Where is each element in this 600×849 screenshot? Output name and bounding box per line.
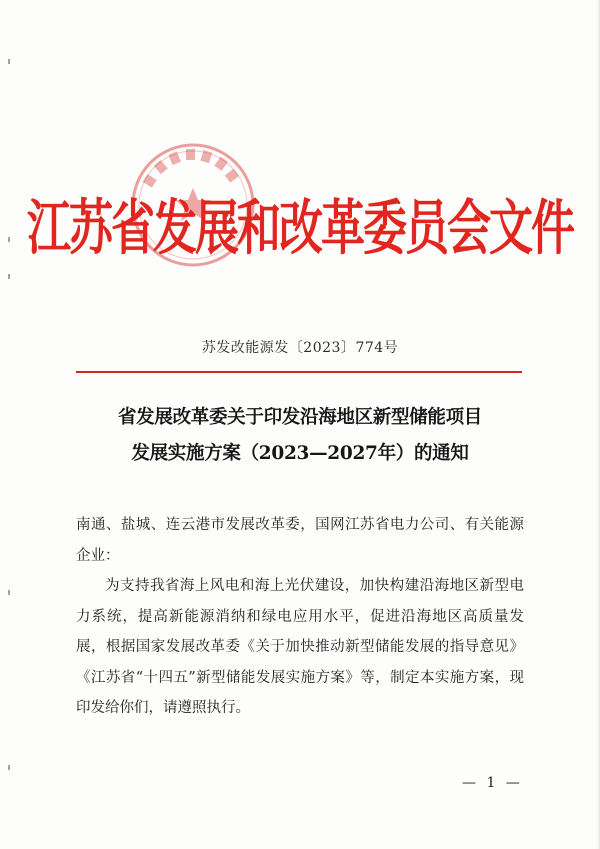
body-paragraph: 为支持我省海上风电和海上光伏建设，加快构建沿海地区新型电力系统，提高新能源消纳和绿电应用水平，促进沿海地区高质量发展，根据国家发展改革委《关于加快推动新型储能发展的指导意见》《江苏省“十四五”新型储能发展实施方案》等，制定本实施方案，现印发给你们，请遵照执行。 <box>76 578 524 716</box>
notice-title <box>60 400 540 472</box>
notice-title-line-1: 省发展改革委关于印发沿海地区新型储能项目 <box>117 407 482 428</box>
scan-mark <box>8 590 10 595</box>
recipients: 南通、盐城、连云港市发展改革委，国网江苏省电力公司、有关能源企业： <box>76 517 524 564</box>
issuing-authority-title: 江苏省发展和改革委员会文件 <box>27 194 573 264</box>
scan-mark <box>8 274 10 279</box>
notice-title-line-2: 发展实施方案（2023—2027年）的通知 <box>131 443 469 464</box>
document-body <box>76 510 524 724</box>
document-number: 苏发改能源发〔2023〕774号 <box>201 340 399 356</box>
scan-mark <box>8 59 10 64</box>
scan-mark <box>8 765 10 770</box>
red-divider-line <box>76 371 522 373</box>
page-number: — 1 — <box>462 775 523 791</box>
